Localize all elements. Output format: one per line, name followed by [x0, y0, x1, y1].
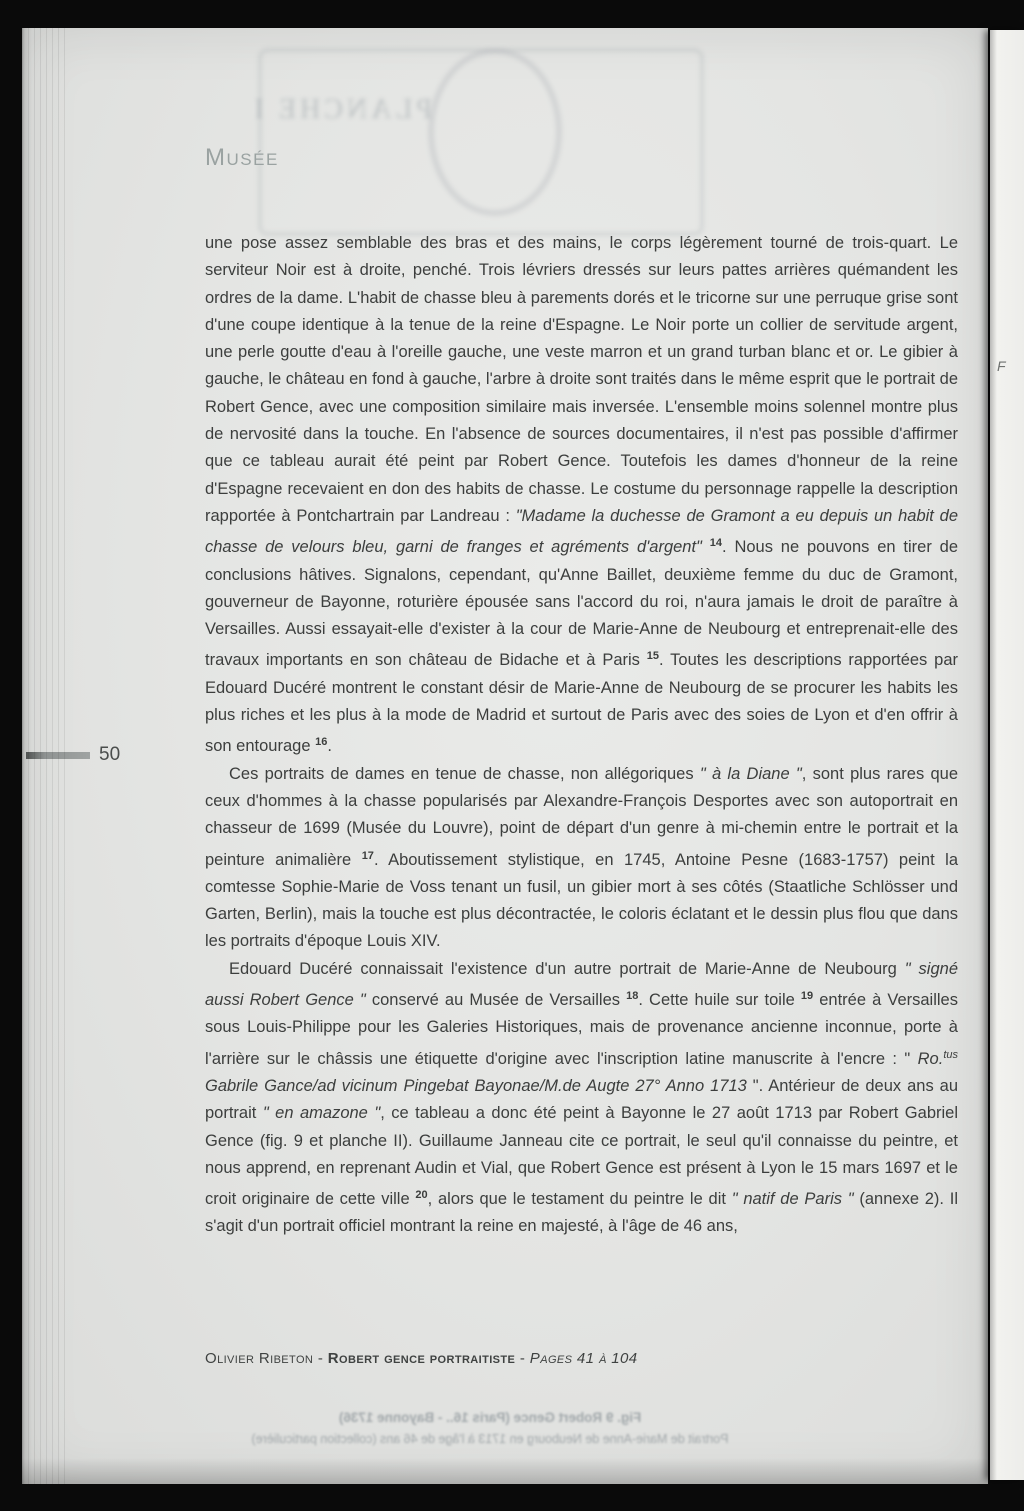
paragraph: Ces portraits de dames en tenue de chasse, non allégoriques " à la Diane ", sont plus rares que ceux d'hommes à la chasse popularisés par Alexandre-François Desportes avec son autoportrait en chasseur de 1699 (Musée du Louvre), point de départ d'un genre à mi-chemin entre le portrait et la peinture animalière $^{17}$. Aboutissement stylistique, en 1745, Antoine Pesne (1683-1757) peint la comtesse Sophie-Marie de Voss tenant un fusil, un gibier mort à ses côtés (Staatliche Schlösser und Garten, Berlin), mais la touche est plus décontractée, le coloris éclatant et le dessin plus flou que dans les portraits d'époque Louis XIV. [205, 764, 959, 951]
footer-book-title: Robert gence portraitiste [327, 1350, 516, 1367]
footer-author: Olivier Ribeton [205, 1350, 314, 1367]
footer-separator-2: - [515, 1350, 530, 1367]
page-number: 50 [99, 744, 121, 765]
page-footer [205, 1350, 638, 1367]
article-text [205, 230, 958, 1241]
footer-separator: - [313, 1350, 328, 1367]
bleedthrough-plate [202, 36, 762, 246]
next-page-edge [990, 30, 1024, 1480]
bleedthrough-crest-ornament [428, 48, 562, 216]
bleedthrough-caption-line2: Portrait de Marie-Anne de Neubourg en 1713 à l'âge de 46 ans (collection particulière) [251, 1432, 729, 1446]
margin-page-marker [26, 744, 120, 766]
margin-rule [26, 752, 90, 759]
bleedthrough-caption-line1: Fig. 9 Robert Gence (Paris 16.. - Bayonne 1736) [338, 1410, 642, 1425]
paragraph: une pose assez semblable des bras et des mains, le corps légèrement tourné de trois-quart. Le serviteur Noir est à droite, penché. Trois lévriers dressés sur leurs pattes arrières quémandent les ordres de la dame. L'habit de chasse bleu à parements dorés et le tricorne sur une perruque grise sont d'une coupe identique à la tenue de la reine d'Espagne. Le Noir porte un collier de servitude argent, une perle goutte d'eau à l'oreille gauche, une veste marron et un grand turban blanc et or. Le gibier à gauche, le château en fond à gauche, l'arbre à droite sont traités dans le même esprit que le portrait de Robert Gence, avec une composition similaire mais inversée. L'ensemble moins solennel montre plus de nervosité dans la touche. En l'absence de sources documentaires, il n'est pas possible d'affirmer que ce tableau aurait été peint par Robert Gence. Toutefois les dames d'honneur de la reine d'Espagne recevaient en don des habits de chasse. Le costume du personnage rappelle la description rapportée à Pontchartrain par Landreau : "Madame la duchesse de Gramont a eu depuis un habit de chasse de velours bleu, garni de franges et agréments d'argent" $^{14}$. Nous ne pouvons en tirer de conclusions hâtives. Signalons, cependant, qu'Anne Baillet, deuxième femme du duc de Gramont, gouverneur de Bayonne, roturière épousée sans l'accord du roi, n'aura jamais le droit de paraître à Versailles. Aussi essayait-elle d'exister à la cour de Marie-Anne de Neubourg et entreprenait-elle des travaux importants en son château de Bidache et à Paris $^{15}$. Toutes les descriptions rapportées par Edouard Ducéré montrent le constant désir de Marie-Anne de Neubourg de se procurer les habits les plus riches et les plus à la mode de Madrid et surtout de Paris avec des soies de Lyon et d'en offrir à son entourage $^{16}$. [205, 234, 959, 756]
page-bottom-shadow [22, 1458, 988, 1484]
bleedthrough-frame-ornament [258, 48, 704, 236]
footer-page-range: Pages 41 à 104 [529, 1350, 638, 1367]
running-head: Musée [205, 144, 279, 171]
next-page-text-fragment: F [997, 358, 1006, 374]
bleedthrough-caption [22, 1410, 958, 1446]
paragraph: Edouard Ducéré connaissait l'existence d'un autre portrait de Marie-Anne de Neubourg " signé aussi Robert Gence " conservé au Musée de Versailles $^{18}$. Cette huile sur toile $^{19}$ entrée à Versailles sous Louis-Philippe pour les Galeries Historiques, mais de provenance ancienne inconnue, porte à l'arrière sur le châssis une étiquette d'origine avec l'inscription latine manuscrite à l'encre : " Ro.$^{tus}$ Gabrile Gance/ad vicinum Pingebat Bayonae/M.de Augte 27° Anno 1713 ". Antérieur de deux ans au portrait " en amazone ", ce tableau a donc été peint à Bayonne le 27 août 1713 par Robert Gabriel Gence (fig. 9 et planche II). Guillaume Janneau cite ce portrait, le seul qu'il connaisse du peintre, et nous apprend, en reprenant Audin et Vial, que Robert Gence est présent à Lyon le 15 mars 1697 et le croit originaire de cette ville $^{20}$, alors que le testament du peintre le dit " natif de Paris " (annexe 2). Il s'agit d'un portrait officiel montrant la reine en majesté, à l'âge de 46 ans, [205, 959, 959, 1236]
book-page [22, 28, 988, 1484]
bleedthrough-plate-label: PLANCHE I [250, 94, 432, 125]
